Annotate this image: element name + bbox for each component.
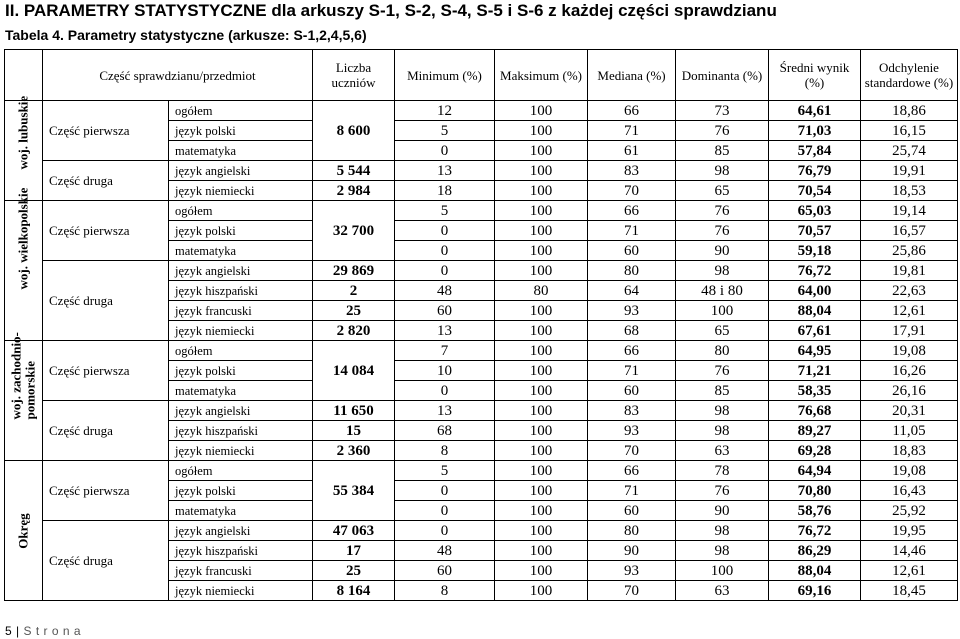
avg-cell: 71,21 [769,361,861,381]
max-cell: 100 [495,241,588,261]
count-cell: 2 820 [313,321,395,341]
min-cell: 0 [395,381,495,401]
min-cell: 7 [395,341,495,361]
std-cell: 16,15 [861,121,958,141]
count-cell: 11 650 [313,401,395,421]
avg-cell: 69,28 [769,441,861,461]
std-cell: 22,63 [861,281,958,301]
max-cell: 100 [495,561,588,581]
count-cell: 17 [313,541,395,561]
table-caption [5,26,367,44]
subject-cell: język angielski [169,261,313,281]
avg-cell: 64,94 [769,461,861,481]
avg-cell: 71,03 [769,121,861,141]
part-label: Część druga [43,521,169,601]
subject-cell: język niemiecki [169,581,313,601]
avg-cell: 58,76 [769,501,861,521]
subject-cell: język francuski [169,301,313,321]
std-cell: 16,26 [861,361,958,381]
header-median: Mediana (%) [588,50,676,101]
std-cell: 12,61 [861,561,958,581]
max-cell: 100 [495,201,588,221]
mode-cell: 76 [676,481,769,501]
min-cell: 68 [395,421,495,441]
mode-cell: 98 [676,401,769,421]
median-cell: 93 [588,561,676,581]
avg-cell: 76,72 [769,261,861,281]
max-cell: 100 [495,441,588,461]
max-cell: 100 [495,121,588,141]
region-name-line: pomorskie [22,360,38,419]
min-cell: 48 [395,281,495,301]
subject-cell: język francuski [169,561,313,581]
part-label: Część druga [43,161,169,201]
avg-cell: 67,61 [769,321,861,341]
max-cell: 100 [495,401,588,421]
median-cell: 66 [588,461,676,481]
max-cell: 100 [495,301,588,321]
subject-cell: matematyka [169,501,313,521]
mode-cell: 98 [676,541,769,561]
avg-cell: 76,79 [769,161,861,181]
page-label: S t r o n a [23,624,82,638]
max-cell: 100 [495,181,588,201]
header-part-subject: Część sprawdzianu/przedmiot [43,50,313,101]
max-cell: 100 [495,581,588,601]
avg-cell: 76,72 [769,521,861,541]
header-min: Minimum (%) [395,50,495,101]
count-cell: 32 700 [313,201,395,261]
count-cell: 55 384 [313,461,395,521]
mode-cell: 63 [676,581,769,601]
mode-cell: 90 [676,241,769,261]
mode-cell: 98 [676,261,769,281]
min-cell: 13 [395,321,495,341]
avg-cell: 69,16 [769,581,861,601]
max-cell: 100 [495,341,588,361]
subject-cell: język hiszpański [169,541,313,561]
table-row [5,461,958,481]
mode-cell: 78 [676,461,769,481]
count-cell: 2 984 [313,181,395,201]
part-label: Część druga [43,261,169,341]
max-cell: 100 [495,421,588,441]
count-cell: 2 [313,281,395,301]
min-cell: 60 [395,301,495,321]
std-cell: 19,91 [861,161,958,181]
page-separator: | [16,624,20,638]
mode-cell: 76 [676,121,769,141]
std-cell: 14,46 [861,541,958,561]
count-cell: 15 [313,421,395,441]
avg-cell: 89,27 [769,421,861,441]
statistics-table [4,49,958,601]
median-cell: 93 [588,301,676,321]
min-cell: 0 [395,261,495,281]
mode-cell: 76 [676,221,769,241]
region-label [5,331,43,461]
min-cell: 0 [395,481,495,501]
max-cell: 100 [495,161,588,181]
median-cell: 80 [588,521,676,541]
median-cell: 90 [588,541,676,561]
median-cell: 66 [588,101,676,121]
std-cell: 18,53 [861,181,958,201]
subject-cell: język hiszpański [169,281,313,301]
max-cell: 100 [495,541,588,561]
count-cell: 47 063 [313,521,395,541]
std-cell: 18,45 [861,581,958,601]
table-row [5,261,958,281]
max-cell: 100 [495,501,588,521]
subject-cell: matematyka [169,381,313,401]
region-label [5,461,43,601]
mode-cell: 85 [676,381,769,401]
std-cell: 19,08 [861,341,958,361]
table-caption-text: Parametry statystyczne (arkusze: S-1,2,4,5,6) [67,27,367,43]
mode-cell: 98 [676,521,769,541]
subject-cell: język niemiecki [169,321,313,341]
subject-cell: język niemiecki [169,441,313,461]
avg-cell: 64,95 [769,341,861,361]
min-cell: 5 [395,121,495,141]
subject-cell: ogółem [169,101,313,121]
mode-cell: 65 [676,181,769,201]
mode-cell: 63 [676,441,769,461]
region-label [5,95,43,201]
table-row [5,521,958,541]
median-cell: 68 [588,321,676,341]
count-cell: 14 084 [313,341,395,401]
std-cell: 16,57 [861,221,958,241]
table-caption-label: Tabela 4. [5,27,64,43]
table-header [5,50,958,101]
subject-cell: język niemiecki [169,181,313,201]
median-cell: 66 [588,201,676,221]
std-cell: 12,61 [861,301,958,321]
subject-cell: język polski [169,221,313,241]
subject-cell: język polski [169,481,313,501]
part-label: Część druga [43,401,169,461]
region-name-line: woj. zachodnio- [8,331,24,419]
mode-cell: 80 [676,341,769,361]
max-cell: 100 [495,101,588,121]
mode-cell: 85 [676,141,769,161]
max-cell: 80 [495,281,588,301]
mode-cell: 76 [676,361,769,381]
std-cell: 25,92 [861,501,958,521]
min-cell: 48 [395,541,495,561]
std-cell: 11,05 [861,421,958,441]
median-cell: 71 [588,481,676,501]
min-cell: 5 [395,201,495,221]
std-cell: 19,14 [861,201,958,221]
avg-cell: 64,61 [769,101,861,121]
max-cell: 100 [495,361,588,381]
mode-cell: 90 [676,501,769,521]
std-cell: 25,74 [861,141,958,161]
region-name: Okręg [15,512,31,549]
count-cell: 2 360 [313,441,395,461]
part-label: Część pierwsza [43,201,169,261]
min-cell: 8 [395,441,495,461]
avg-cell: 70,80 [769,481,861,501]
min-cell: 0 [395,501,495,521]
mode-cell: 76 [676,201,769,221]
max-cell: 100 [495,141,588,161]
avg-cell: 76,68 [769,401,861,421]
count-cell: 29 869 [313,261,395,281]
table-row [5,101,958,121]
subject-cell: matematyka [169,241,313,261]
min-cell: 13 [395,401,495,421]
subject-cell: język angielski [169,401,313,421]
std-cell: 25,86 [861,241,958,261]
avg-cell: 59,18 [769,241,861,261]
avg-cell: 70,54 [769,181,861,201]
std-cell: 19,81 [861,261,958,281]
std-cell: 16,43 [861,481,958,501]
max-cell: 100 [495,321,588,341]
median-cell: 93 [588,421,676,441]
std-cell: 19,95 [861,521,958,541]
std-cell: 18,86 [861,101,958,121]
mode-cell: 100 [676,561,769,581]
subject-cell: ogółem [169,461,313,481]
mode-cell: 100 [676,301,769,321]
median-cell: 60 [588,381,676,401]
max-cell: 100 [495,261,588,281]
subject-cell: ogółem [169,341,313,361]
std-cell: 17,91 [861,321,958,341]
mode-cell: 48 i 80 [676,281,769,301]
min-cell: 0 [395,141,495,161]
avg-cell: 65,03 [769,201,861,221]
avg-cell: 64,00 [769,281,861,301]
std-cell: 18,83 [861,441,958,461]
table-row [5,161,958,181]
page-footer [5,624,81,639]
median-cell: 83 [588,161,676,181]
std-cell: 26,16 [861,381,958,401]
header-max: Maksimum (%) [495,50,588,101]
avg-cell: 88,04 [769,301,861,321]
mode-cell: 98 [676,161,769,181]
subject-cell: język polski [169,121,313,141]
median-cell: 60 [588,501,676,521]
header-avg: Średni wynik (%) [769,50,861,101]
count-cell: 5 544 [313,161,395,181]
region-name [8,331,38,419]
max-cell: 100 [495,521,588,541]
median-cell: 83 [588,401,676,421]
median-cell: 70 [588,441,676,461]
max-cell: 100 [495,461,588,481]
count-cell: 25 [313,301,395,321]
table-row [5,201,958,221]
median-cell: 64 [588,281,676,301]
page-heading: II. PARAMETRY STATYSTYCZNE dla arkuszy S-1, S-2, S-4, S-5 i S-6 z każdej części sprawdzianu [5,1,777,20]
region-label [5,187,43,341]
header-std: Odchylenie standardowe (%) [861,50,958,101]
avg-cell: 86,29 [769,541,861,561]
subject-cell: język angielski [169,161,313,181]
avg-cell: 58,35 [769,381,861,401]
region-name: woj. lubuskie [15,95,31,169]
table-row [5,341,958,361]
count-cell: 25 [313,561,395,581]
subject-cell: język polski [169,361,313,381]
min-cell: 0 [395,521,495,541]
std-cell: 20,31 [861,401,958,421]
table-row [5,401,958,421]
region-name: woj. wielkopolskie [15,187,31,289]
median-cell: 70 [588,581,676,601]
subject-cell: język hiszpański [169,421,313,441]
subject-cell: język angielski [169,521,313,541]
min-cell: 0 [395,241,495,261]
min-cell: 10 [395,361,495,381]
median-cell: 71 [588,121,676,141]
min-cell: 12 [395,101,495,121]
min-cell: 0 [395,221,495,241]
count-cell: 8 164 [313,581,395,601]
max-cell: 100 [495,221,588,241]
min-cell: 13 [395,161,495,181]
max-cell: 100 [495,381,588,401]
median-cell: 80 [588,261,676,281]
median-cell: 70 [588,181,676,201]
count-cell: 8 600 [313,101,395,161]
mode-cell: 65 [676,321,769,341]
min-cell: 18 [395,181,495,201]
avg-cell: 70,57 [769,221,861,241]
median-cell: 66 [588,341,676,361]
median-cell: 60 [588,241,676,261]
subject-cell: ogółem [169,201,313,221]
median-cell: 61 [588,141,676,161]
min-cell: 5 [395,461,495,481]
avg-cell: 88,04 [769,561,861,581]
avg-cell: 57,84 [769,141,861,161]
table-body [5,95,958,601]
mode-cell: 73 [676,101,769,121]
page-number: 5 [5,624,13,638]
median-cell: 71 [588,221,676,241]
max-cell: 100 [495,481,588,501]
mode-cell: 98 [676,421,769,441]
header-mode: Dominanta (%) [676,50,769,101]
min-cell: 8 [395,581,495,601]
subject-cell: matematyka [169,141,313,161]
part-label: Część pierwsza [43,461,169,521]
std-cell: 19,08 [861,461,958,481]
median-cell: 71 [588,361,676,381]
min-cell: 60 [395,561,495,581]
header-count: Liczba uczniów [313,50,395,101]
part-label: Część pierwsza [43,341,169,401]
part-label: Część pierwsza [43,101,169,161]
